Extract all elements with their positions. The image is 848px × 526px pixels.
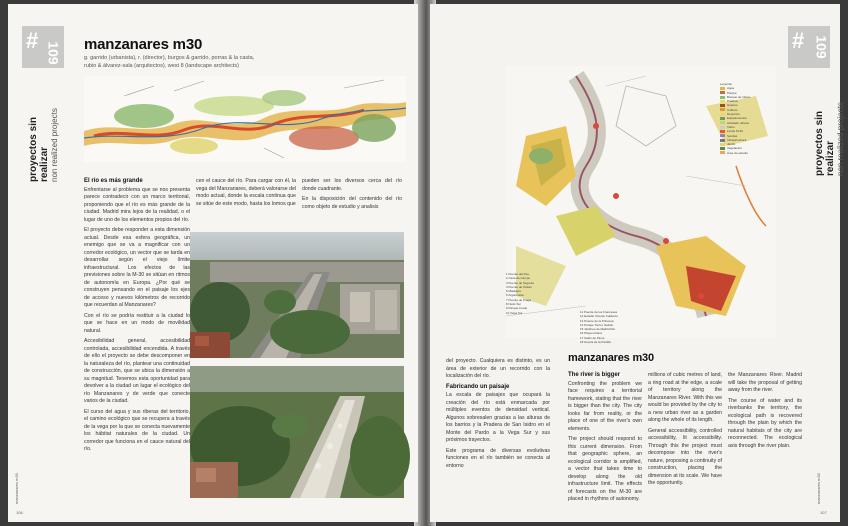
legend-label: Límite M-30 bbox=[727, 129, 743, 134]
legend-label: Arbolado urbano bbox=[727, 120, 750, 125]
legend-swatch bbox=[720, 139, 725, 142]
map-note: 1 Puente del Rey bbox=[506, 272, 530, 276]
aerial-photo-city bbox=[190, 232, 404, 358]
text-column-2 bbox=[568, 372, 642, 507]
page-title: manzanares m30 bbox=[568, 352, 654, 364]
column-heading: The river is bigger bbox=[568, 372, 621, 378]
column-heading: Fabricando un paisaje bbox=[446, 383, 510, 390]
legend-swatch bbox=[720, 147, 725, 150]
map-legend bbox=[720, 82, 780, 155]
section-title: proyectos sin realizar bbox=[28, 116, 50, 182]
map-note: 6 Arganzuela bbox=[506, 293, 524, 298]
text-column-4 bbox=[728, 372, 802, 453]
hash-mark: # bbox=[792, 28, 805, 53]
legend-swatch bbox=[720, 121, 725, 124]
legend-label: Leyenda bbox=[720, 82, 732, 86]
map-notes-left bbox=[506, 272, 596, 315]
paragraph: Accesibilidad general, accesibilidad controlada, accesibilidad encendida. A través de ello el proyecto se debe descomponer en la naturaleza del río, plantear una continuidad de construcción, que se ubica la dimensión a su magnitud. Tenemos esta oportunidad para devolver a la ciudad un lugar el ecológico del río Manzanares y de verde que conecte varios de la ciudad. bbox=[84, 338, 190, 404]
map-note: 16 Playa urbana bbox=[580, 331, 602, 336]
footer-section-vertical: manzanares m30 bbox=[816, 473, 821, 504]
page-number: 106 bbox=[16, 510, 23, 515]
map-note: 15 Jardines de Madrid Río bbox=[580, 327, 616, 332]
legend-label: Pradera bbox=[727, 99, 738, 104]
legend-label: Huertos bbox=[727, 103, 738, 108]
legend-swatch bbox=[720, 117, 725, 120]
legend-label: Vegetación bbox=[727, 146, 742, 151]
text-column-1 bbox=[446, 358, 550, 473]
project-number-badge bbox=[788, 26, 830, 68]
map-note: 5 Matadero bbox=[506, 289, 522, 294]
text-column-3 bbox=[302, 178, 402, 214]
authors-line-2: rubio & álvarez-sala (arquitectos), west 8 (landscape architects) bbox=[84, 63, 239, 69]
legend-swatch bbox=[720, 87, 725, 90]
legend-label: Parque bbox=[727, 90, 737, 95]
map-note: 9 Parque Lineal bbox=[506, 306, 528, 311]
badge-number: 109 bbox=[813, 35, 830, 59]
legend-swatch bbox=[720, 91, 725, 94]
legend-swatch bbox=[720, 108, 725, 111]
map-note: 3 Puente de Segovia bbox=[506, 280, 534, 285]
legend-swatch bbox=[720, 104, 725, 107]
legend-label: Jardín bbox=[727, 142, 736, 147]
map-note: 14 Parque Tierno Galván bbox=[580, 322, 614, 327]
paragraph: Con el río se podría restituir a la ciudad lo que se hace en un modo de movilidad natural. bbox=[84, 312, 190, 334]
left-page bbox=[8, 4, 418, 522]
strip-map bbox=[84, 76, 406, 162]
aerial-photo-park-image bbox=[190, 366, 404, 498]
map-note: 18 Huerta de la Partida bbox=[580, 340, 611, 345]
text-column-2 bbox=[196, 178, 296, 211]
column-heading: El río es más grande bbox=[84, 178, 143, 184]
side-title bbox=[28, 82, 60, 182]
legend-swatch bbox=[720, 143, 725, 146]
map-note: 12 Estadio Vicente Calderón bbox=[580, 314, 618, 319]
legend-label: Cultivos bbox=[727, 107, 738, 112]
map-note: 7 Puente de Praga bbox=[506, 297, 532, 302]
legend-label: Área de estudio bbox=[727, 150, 749, 155]
legend-swatch bbox=[720, 126, 725, 129]
paragraph: General accessibility, controlled accessibility, lit accessibility. Through this the project must decompose into the river's nature, proposing a continuity of construction, placing the dimension at its scale. We have the opportunity. bbox=[648, 427, 722, 486]
paragraph: The course of water and its riverbanks the territory, the ecological path is recovered through the plain by which the natural habitats of the city are reconnected. The ecological axis through the river plain. bbox=[728, 397, 802, 449]
project-authors bbox=[84, 54, 404, 70]
legend-label: Infraestructura bbox=[727, 137, 747, 142]
legend-swatch bbox=[720, 130, 725, 133]
section-subtitle: non realized projects bbox=[836, 102, 845, 176]
aerial-photo-park bbox=[190, 366, 404, 498]
paragraph: The project should respond to this current dimension. From that geographic sphere, an ecological corridor is amplified, a vector that takes time to develop along the old infrastructure limit. The effects of forecasts on the M-30 are placed in rhythms of autonomy. bbox=[568, 436, 642, 502]
legend-label: Bosque de ribera bbox=[727, 94, 750, 99]
paragraph: Confronting the problem we face requires a territorial framework, stating that the river is bigger than the city. The city looks far from reality, or the place of one of the river's own elements. bbox=[568, 380, 642, 432]
legend-label: Equipamientos bbox=[727, 116, 747, 121]
map-note: 8 Nudo Sur bbox=[506, 302, 522, 307]
paragraph: En la disposición del contenido del río como objeto de estudio y analisis bbox=[302, 196, 402, 210]
strip-map-drawing bbox=[84, 76, 406, 162]
legend-swatch bbox=[720, 151, 725, 154]
paragraph: Enfrentarse al problema que se nos presenta parece contradecir con un marco territorial, proponiendo que el río es más grande de la ciudad. Madrid mira lejos de la realidad, o el lugar de uno de los elementos propios del río. bbox=[84, 186, 190, 223]
paragraph: pueden ser los diversos cerca del río donde cuadrante. bbox=[302, 178, 402, 192]
legend-swatch bbox=[720, 100, 725, 103]
map-note: 11 Puente de los Franceses bbox=[580, 310, 618, 314]
right-page bbox=[430, 4, 845, 522]
map-note: 2 Casa de Campo bbox=[506, 276, 531, 281]
footer-section-vertical: manzanares m30 bbox=[14, 473, 19, 504]
paragraph: the Manzanares River. Madrid will take the proposal of getting away from the river. bbox=[728, 372, 802, 393]
legend-label: Sendas bbox=[727, 133, 738, 138]
hash-mark: # bbox=[26, 28, 39, 53]
text-column-1 bbox=[84, 178, 190, 457]
badge-number: 109 bbox=[45, 41, 62, 65]
page-title: manzanares m30 bbox=[84, 36, 203, 53]
project-number-badge bbox=[22, 26, 64, 68]
authors-line-1: g. garrido (urbanista), r. (director), burgos & garrido, porras & la casta, bbox=[84, 55, 255, 61]
legend-swatch bbox=[720, 96, 725, 99]
legend-entry bbox=[720, 151, 780, 155]
page-number: 107 bbox=[820, 510, 827, 515]
paragraph: Este programa de diversas evolutivas funciones en el río también se conecta al entorno bbox=[446, 447, 550, 469]
text-column-3 bbox=[648, 372, 722, 491]
paragraph: El proyecto debe responder a esta dimensión actual. Desde esa esfera geográfica, un enemigo que se va a magnificar con un corredor ecológico, un vector que se tarda en desarrollar según el viejo límite infraestructural. Los efectos de las previsiones sobre la M-30 se sitúan en ritmos de autonomía en Europa. ¿Por qué se construyen pensando en el paisaje los ejes de acceso y nuevos kilómetros de recorrido que recuerdan al Manzanares? bbox=[84, 227, 190, 308]
map-notes-right bbox=[580, 310, 680, 344]
side-title bbox=[814, 76, 846, 176]
section-subtitle: non realized projects bbox=[50, 108, 59, 182]
map-note: 13 Puente de la Princesa bbox=[580, 318, 614, 323]
legend-label: Deportivo bbox=[727, 112, 740, 117]
aerial-photo-city-image bbox=[190, 232, 404, 358]
paragraph: El curso del agua y sus riberas del territorio, el camino ecológico que se recupera a través de la vega por la que se conecta nuevamente los hábitat naturales de la ciudad. Un corredor que funciona en el cauce natural del río. bbox=[84, 408, 190, 452]
legend-label: Agua bbox=[727, 86, 735, 91]
paragraph: cen el cauce del río. Para cargar con él, la vega del Manzanares, deberá valorarse del modo actual, donde la escala continua que se sitúe de este modo, hasta los lomos que bbox=[196, 178, 296, 207]
paragraph: del proyecto. Cualquiera es distinto, es un área de exterior de un recorrido con la localización del río. bbox=[446, 358, 550, 379]
map-note: 4 Puente de Toledo bbox=[506, 284, 532, 289]
map-note: 17 Salón de Pinos bbox=[580, 335, 605, 340]
paragraph: millions of cubic metres of land, a ring road at the edge, a scale of territory along the Manzanares River. With this we would be provided by the city to a new urban river as a garden along the whole of its length. bbox=[648, 372, 722, 423]
map-note: 10 Vega Sur bbox=[506, 310, 523, 315]
legend-swatch bbox=[720, 113, 725, 116]
paragraph: La escala de paisajes que ocupará la creación del río está enmarcada por múltiples eventos de densidad vertical. Algunos sobresalen gracias a las alturas de los barrios y la Pradera de San Isidro en el Monte del Pardo a la Vega Sur y sus próximos trayectos. bbox=[446, 392, 550, 443]
legend-swatch bbox=[720, 134, 725, 137]
legend-label: Viario bbox=[727, 124, 735, 129]
section-title: proyectos sin realizar bbox=[814, 110, 836, 176]
